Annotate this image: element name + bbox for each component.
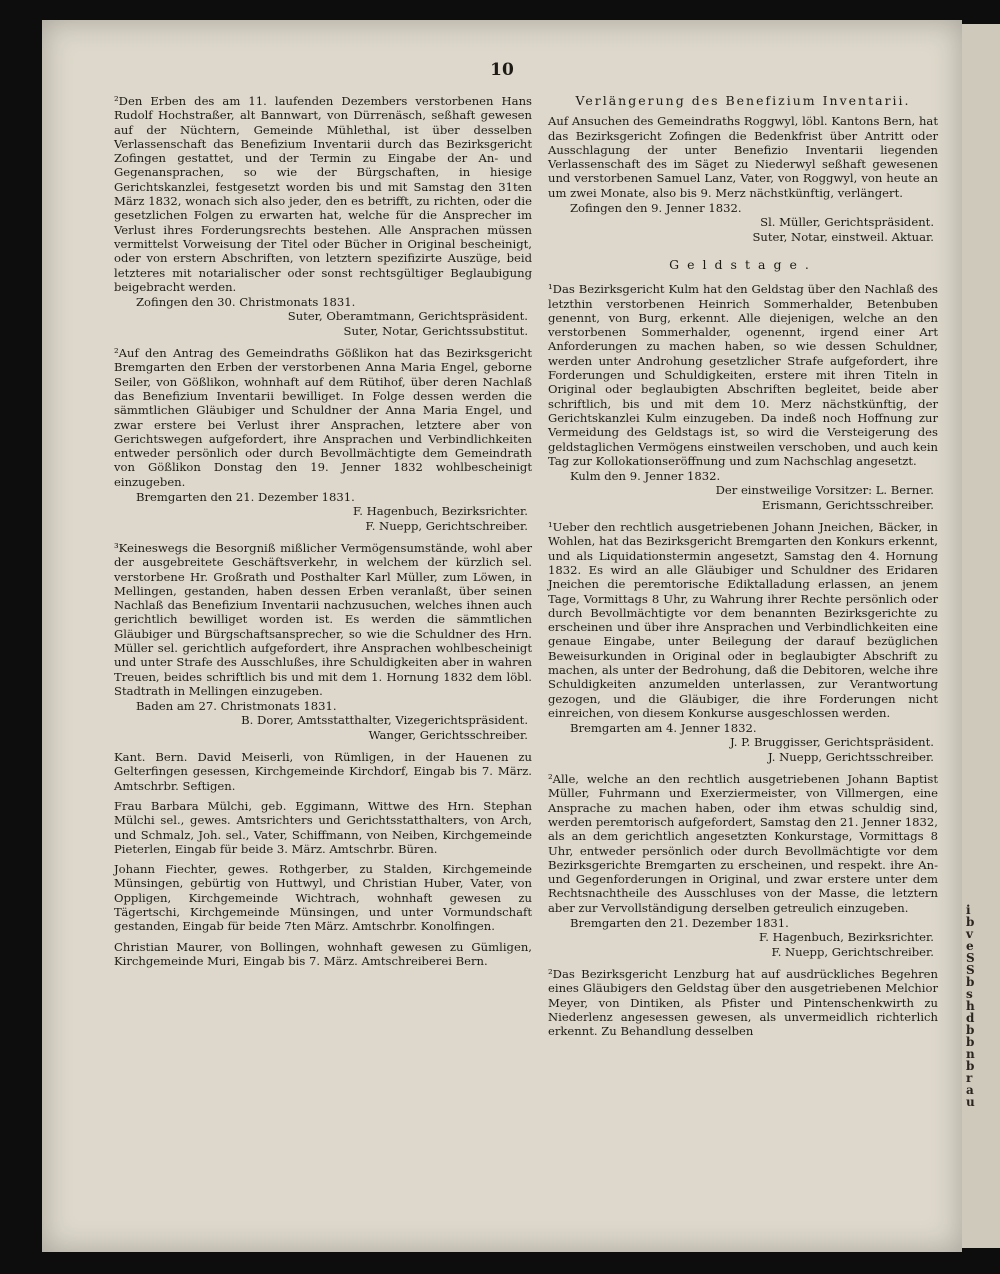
notice-entry xyxy=(548,967,938,1038)
geldstage-entries xyxy=(548,282,938,1038)
notice-dateline: Bremgarten den 21. Dezember 1831. xyxy=(570,916,789,931)
left-notices xyxy=(114,750,532,968)
notice-signature: J. Nuepp, Gerichtsschreiber. xyxy=(767,749,934,764)
fragment-letter: b xyxy=(966,1023,975,1037)
section-heading-extension: Verlängerung des Benefizium Inventarii. xyxy=(575,93,911,108)
notice-entry xyxy=(548,114,938,244)
notice-signature: F. Nuepp, Gerichtschreiber. xyxy=(771,944,934,959)
fragment-letter: b xyxy=(966,1059,975,1073)
notice-signature: F. Hagenbuch, Bezirksrichter. xyxy=(759,930,934,945)
right-column xyxy=(548,94,938,1046)
fragment-letter: n xyxy=(966,1047,975,1061)
notice-entry xyxy=(114,346,532,533)
notice-text: ²Den Erben des am 11. laufenden Dezembers verstorbenen Hans Rudolf Hochstraßer, alt Bannwart, von Dürrenäsch, seßhaft gewesen auf der Nüchtern, Gemeinde Mühlethal, ist über desselben Verlassenschaft das Benefizium Inventarii durch das Bezirksgericht Zofingen gestattet, und der Termin zu Eingabe der An- und Gegenansprachen, so wie der Bürgschaften, in hiesige Gerichtskanzlei, festgesetzt worden bis und mit Samstag den 31ten März 1832, wonach sich also jeder, den es betrifft, zu richten, oder die gesetzlichen Folgen zu erwarten hat, welche für die Ansprecher im Verlust ihres Forderungsrechts bestehen. Alle Ansprachen müssen vermittelst Vorweisung der Titel oder Bücher in Original bescheinigt, oder von erstern Abschriften, von letztern spezifizirte Auszüge, beid letzteres mit notarialischer oder sonst rechtsgültiger Beglaubigung beigebracht werden. xyxy=(114,94,532,294)
notice-dateline: Baden am 27. Christmonats 1831. xyxy=(136,699,337,714)
adjacent-page-fragment xyxy=(962,24,1000,1248)
fragment-letter: a xyxy=(966,1083,974,1097)
notice-signature: F. Nuepp, Gerichtschreiber. xyxy=(365,518,528,533)
notice-signature: F. Hagenbuch, Bezirksrichter. xyxy=(353,504,528,519)
short-notice: Kant. Bern. David Meiserli, von Rümligen, in der Hauenen zu Gelterfingen gesessen, Kirchgemeinde Kirchdorf, Eingab bis 7. März. Amtschrbr. Seftigen. xyxy=(114,750,532,793)
fragment-letter: r xyxy=(966,1071,973,1085)
short-notice: Frau Barbara Mülchi, geb. Eggimann, Wittwe des Hrn. Stephan Mülchi sel., gewes. Amtsrichters und Gerichtsstatthalters, von Arch, und Schmalz, Joh. sel., Vater, Schiffmann, von Neiben, Kirchgemeinde Pieterlen, Eingab für beide 3. März. Amtschrbr. Büren. xyxy=(114,798,532,856)
notice-dateline: Zofingen den 9. Jenner 1832. xyxy=(570,201,742,216)
fragment-letter: S xyxy=(966,963,975,977)
notice-entry xyxy=(548,282,938,512)
fragment-letter: v xyxy=(966,927,973,941)
notice-text: Auf Ansuchen des Gemeindraths Roggwyl, löbl. Kantons Bern, hat das Bezirksgericht Zofingen die Bedenkfrist über Antritt oder Ausschlagung der unter Benefizio Inventarii liegenden Verlassenschaft des im Säget zu Niederwyl seßhaft gewesenen und verstorbenen Samuel Lanz, Vater, von Roggwyl, von heute an um zwei Monate, also bis 9. Merz nächstkünftig, verlängert. xyxy=(548,114,938,200)
notice-text: ³Keineswegs die Besorgniß mißlicher Vermögensumstände, wohl aber der ausgebreitete Geschäftsverkehr, in welchem der kürzlich sel. verstorbene Hr. Großrath und Posthalter Karl Müller, zum Löwen, in Mellingen, gestanden, haben dessen Erben veranlaßt, über seinen Nachlaß das Benefizium Inventarii nachzusuchen, welches ihnen auch gerichtlich bewilliget worden ist. Es werden die sämmtlichen Gläubiger und Bürgschaftsansprecher, so wie die Schuldner des Hrn. Müller sel. gerichtlich aufgefordert, ihre Ansprachen wohlbescheinigt und unter Strafe des Ausschlußes, ihre Schuldigkeiten aber in wahren Treuen, beides schriftlich bis und mit dem 1. Hornung 1832 dem löbl. Stadtrath in Mellingen einzugeben. xyxy=(114,540,532,698)
left-column xyxy=(114,94,532,974)
fragment-letter: h xyxy=(966,999,975,1013)
fragment-letter: e xyxy=(966,939,974,953)
notice-text: ¹Das Bezirksgericht Kulm hat den Geldstag über den Nachlaß des letzthin verstorbenen Heinrich Sommerhalder, Betenbuben genennt, von Burg, erkennt. Alle diejenigen, welche an den verstorbenen Sommerhalder, ogenennt, irgend einer Art Anforderungen zu machen haben, so wie dessen Schuldner, werden unter Androhung gesetzlicher Strafe aufgefordert, ihre Forderungen und Schuldigkeiten, erstere mit ihren Titeln in Original oder beglaubigten Abschriften begleitet, beide aber schriftlich, bis und mit dem 10. Merz nächstkünftig, der Gerichtskanzlei Kulm einzugeben. Da indeß noch Hoffnung zur Vermeidung des Geldstags ist, so wird die Versteigerung des geldstaglichen Vermögens einstweilen verschoben, und auch kein Tag zur Kollokationseröffnung und zum Nachschlag angesetzt. xyxy=(548,282,938,468)
newspaper-page xyxy=(42,20,962,1252)
notice-signature: Wanger, Gerichtsschreiber. xyxy=(368,727,528,742)
fragment-letter: b xyxy=(966,1035,975,1049)
fragment-letter: u xyxy=(966,1095,975,1109)
notice-signature: Erismann, Gerichtsschreiber. xyxy=(761,497,934,512)
notice-dateline: Bremgarten den 21. Dezember 1831. xyxy=(136,490,355,505)
fragment-letter: i xyxy=(966,903,971,917)
fragment-letter: S xyxy=(966,951,975,965)
notice-entry xyxy=(114,94,532,338)
notice-dateline: Kulm den 9. Jenner 1832. xyxy=(570,469,721,484)
fragment-letter: d xyxy=(966,1011,975,1025)
section-heading-geldstage: Geldstage. xyxy=(669,256,817,272)
notice-dateline: Bremgarten am 4. Jenner 1832. xyxy=(570,721,757,736)
notice-signature: Suter, Oberamtmann, Gerichtspräsident. xyxy=(287,309,528,324)
notice-text: ²Das Bezirksgericht Lenzburg hat auf ausdrückliches Begehren eines Gläubigers den Geldstag über den ausgetriebenen Melchior Meyer, von Dintiken, als Pfister und Pintenschenkwirth zu Niederlenz angesessen gewesen, als unvermeidlich richterlich erkennt. Zu Behandlung desselben xyxy=(548,966,938,1039)
notice-signature: Sl. Müller, Gerichtspräsident. xyxy=(760,215,934,230)
extension-entries xyxy=(548,114,938,244)
notice-signature: Der einstweilige Vorsitzer: L. Berner. xyxy=(715,483,934,498)
notice-entry xyxy=(114,541,532,742)
fragment-letter: b xyxy=(966,975,975,989)
notice-signature: Suter, Notar, einstweil. Aktuar. xyxy=(752,229,934,244)
notice-text: ²Auf den Antrag des Gemeindraths Gößlikon hat das Bezirksgericht Bremgarten den Erben der verstorbenen Anna Maria Engel, geborne Seiler, von Gößlikon, wohnhaft auf dem Rütihof, über deren Nachlaß das Benefizium Inventarii bewilliget. In Folge dessen werden die sämmtlichen Gläubiger und Schuldner der Anna Maria Engel, und zwar erstere bei Verlust ihrer Ansprachen, letztere aber von Gerichtswegen aufgefordert, ihre Ansprachen und Verbindlichkeiten entweder persönlich oder durch Bevollmächtigte dem Gemeindrath von Gößlikon Donstag den 19. Jenner 1832 wohlbescheinigt einzugeben. xyxy=(114,346,532,489)
short-notice: Johann Fiechter, gewes. Rothgerber, zu Stalden, Kirchgemeinde Münsingen, gebürtig von Huttwyl, und Christian Huber, Vater, von Oppligen, Kirchgemeinde Wichtrach, wohnhaft gewesen zu Tägertschi, Kirchgemeinde Münsingen, und unter Vormundschaft gestanden, Eingab für beide 7ten März. Amtschrbr. Konolfingen. xyxy=(114,862,532,934)
notice-dateline: Zofingen den 30. Christmonats 1831. xyxy=(136,295,356,310)
notice-signature: B. Dorer, Amtsstatthalter, Vizegerichtspräsident. xyxy=(241,713,528,728)
short-notice: Christian Maurer, von Bollingen, wohnhaft gewesen zu Gümligen, Kirchgemeinde Muri, Eingab bis 7. März. Amtschreiberei Bern. xyxy=(114,939,532,968)
page-number: 10 xyxy=(490,60,514,80)
notice-signature: J. P. Bruggisser, Gerichtspräsident. xyxy=(730,735,934,750)
notice-entry xyxy=(548,520,938,764)
fragment-letter: s xyxy=(966,987,973,1001)
left-entries xyxy=(114,94,532,742)
notice-entry xyxy=(548,772,938,959)
notice-signature: Suter, Notar, Gerichtssubstitut. xyxy=(343,323,528,338)
notice-text: ²Alle, welche an den rechtlich ausgetriebenen Johann Baptist Müller, Fuhrmann und Exerziermeister, von Villmergen, eine Ansprache zu machen haben, oder ihm etwas schuldig sind, werden peremtorisch aufgefordert, Samstag den 21. Jenner 1832, als an dem gerichtlich angesetzten Konkurstage, Vormittags 8 Uhr, entweder persönlich oder durch Bevollmächtigte vor dem Bezirksgerichte Bremgarten zu erscheinen, und respekt. ihre An- und Gegenforderungen in Original, und zwar erstere unter dem Rechtsnachtheile des Ausschluses von der Masse, die letztern aber zur Vervollständigung derselben getreulich einzugeben. xyxy=(548,772,938,915)
notice-text: ¹Ueber den rechtlich ausgetriebenen Johann Jneichen, Bäcker, in Wohlen, hat das Bezirksgericht Bremgarten den Konkurs erkennt, und als Liquidationstermin angesetzt, Samstag den 4. Hornung 1832. Es wird an alle Gläubiger und Schuldner des Eridaren Jneichen die peremtorische Ediktalladung erlassen, an jenem Tage, Vormittags 8 Uhr, zu Wahrung ihrer Rechte persönlich oder durch Bevollmächtigte vor dem benannten Bezirksgerichte zu erscheinen und über ihre Ansprachen und Verbindlichkeiten eine genaue Eingabe, unter Beilegung der darauf bezüglichen Beweisurkunden in Original oder in beglaubigter Abschrift zu machen, als unter der Bedrohung, daß die Debitoren, welche ihre Schuldigkeiten anzumelden unterlassen, zur Verantwortung gezogen, und die Gläubiger, die ihre Forderungen nicht einreichen, von diesem Konkurse ausgeschlossen werden. xyxy=(548,520,938,720)
fragment-letter: b xyxy=(966,915,975,929)
